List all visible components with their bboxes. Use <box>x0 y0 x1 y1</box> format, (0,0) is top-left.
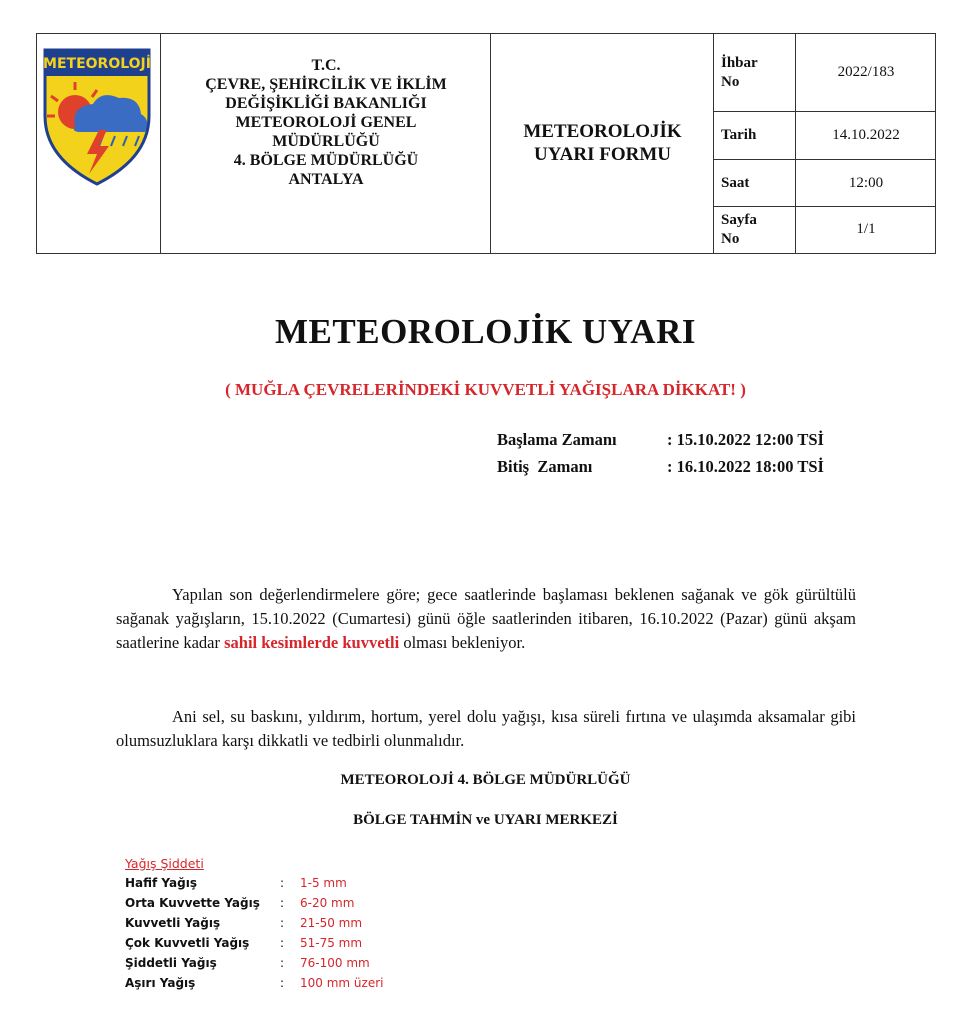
scale-row <box>125 873 383 893</box>
forecast-highlight: sahil kesimlerde kuvvetli <box>224 633 400 652</box>
scale-name: Hafif Yağış <box>125 876 197 890</box>
scale-colon: : <box>280 936 285 950</box>
scale-row <box>125 933 383 953</box>
end-time-value: : 16.10.2022 18:00 TSİ <box>667 457 824 476</box>
org-line: T.C. <box>311 57 341 74</box>
scale-row <box>125 973 383 993</box>
org-line: ÇEVRE, ŞEHİRCİLİK VE İKLİM <box>205 76 447 93</box>
start-time-label: Başlama Zamanı <box>497 430 617 449</box>
ihbar-no-label <box>721 54 793 92</box>
page-title: METEOROLOJİK UYARI <box>275 312 696 351</box>
precipitation-scale <box>125 856 383 993</box>
saat-value: 12:00 <box>848 175 884 191</box>
scale-colon: : <box>280 956 285 970</box>
form-title <box>492 120 713 166</box>
scale-value: 6-20 mm <box>300 896 355 910</box>
scale-value: 1-5 mm <box>300 876 347 890</box>
scale-heading: Yağış Şiddeti <box>125 856 204 871</box>
scale-value: 21-50 mm <box>300 916 363 930</box>
scale-name: Kuvvetli Yağış <box>125 916 221 930</box>
scale-colon: : <box>280 976 285 990</box>
saat-label <box>721 174 793 193</box>
tarih-value: 14.10.2022 <box>832 127 900 143</box>
scale-row <box>125 913 383 933</box>
end-time-label: Bitiş Zamanı <box>497 457 593 476</box>
signature-office: METEOROLOJİ 4. BÖLGE MÜDÜRLÜĞÜ <box>340 772 631 788</box>
sayfa-no-label <box>721 211 793 249</box>
label-line: No <box>721 74 740 90</box>
warning-subtitle: ( MUĞLA ÇEVRELERİNDEKİ KUVVETLİ YAĞIŞLARA DİKKAT! ) <box>225 380 746 399</box>
scale-colon: : <box>280 876 285 890</box>
header-divider <box>713 159 935 160</box>
start-time-value: : 15.10.2022 12:00 TSİ <box>667 430 824 449</box>
logo-text: METEOROLOJİ <box>43 56 151 72</box>
form-title-line: METEOROLOJİK <box>523 121 682 142</box>
sayfa-no-value: 1/1 <box>856 221 876 237</box>
header-divider <box>713 111 935 112</box>
label-line: Sayfa <box>721 212 757 228</box>
scale-row <box>125 893 383 913</box>
scale-name: Orta Kuvvette Yağış <box>125 896 260 910</box>
scale-value: 76-100 mm <box>300 956 370 970</box>
end-time-row <box>497 457 824 477</box>
org-line: DEĞİŞİKLİĞİ BAKANLIĞI <box>225 95 427 112</box>
org-line: ANTALYA <box>288 171 364 188</box>
scale-value: 100 mm üzeri <box>300 976 384 990</box>
organization-name <box>161 56 491 189</box>
scale-value: 51-75 mm <box>300 936 363 950</box>
meteoroloji-logo <box>41 46 153 186</box>
header-divider <box>795 34 796 253</box>
forecast-text-end: olması bekleniyor. <box>399 633 526 652</box>
scale-colon: : <box>280 896 285 910</box>
label-line: Tarih <box>721 127 757 143</box>
scale-name: Çok Kuvvetli Yağış <box>125 936 250 950</box>
scale-name: Şiddetli Yağış <box>125 956 217 970</box>
signature-center: BÖLGE TAHMİN ve UYARI MERKEZİ <box>353 812 618 828</box>
tarih-label <box>721 126 793 145</box>
forecast-paragraph <box>116 583 856 655</box>
forecast-text: Yapılan son değerlendirmelere göre; gece saatlerinde başlaması beklenen sağanak ve gök gürültülü sağanak yağışların, 15.10.2022 (Cumartesi) günü öğle saatlerinden itibaren, 16.10.2022 (Pazar) günü akşam saatlerine kadar <box>116 585 856 652</box>
scale-colon: : <box>280 916 285 930</box>
org-line: MÜDÜRLÜĞÜ <box>272 133 380 150</box>
label-line: No <box>721 231 740 247</box>
scale-row <box>125 953 383 973</box>
scale-name: Aşırı Yağış <box>125 976 196 990</box>
label-line: Saat <box>721 175 750 191</box>
header-divider <box>713 34 714 253</box>
header-divider <box>713 206 935 207</box>
header-table <box>36 33 936 254</box>
form-title-line: UYARI FORMU <box>533 144 672 165</box>
start-time-row <box>497 430 824 450</box>
label-line: İhbar <box>721 55 758 71</box>
ihbar-no-value: 2022/183 <box>837 64 895 80</box>
org-line: METEOROLOJİ GENEL <box>235 114 417 131</box>
caution-paragraph: Ani sel, su baskını, yıldırım, hortum, yerel dolu yağışı, kısa süreli fırtına ve ulaşımda aksamalar gibi olumsuzluklara karşı dikkatli ve tedbirli olunmalıdır. <box>116 707 856 750</box>
org-line: 4. BÖLGE MÜDÜRLÜĞÜ <box>233 152 419 169</box>
